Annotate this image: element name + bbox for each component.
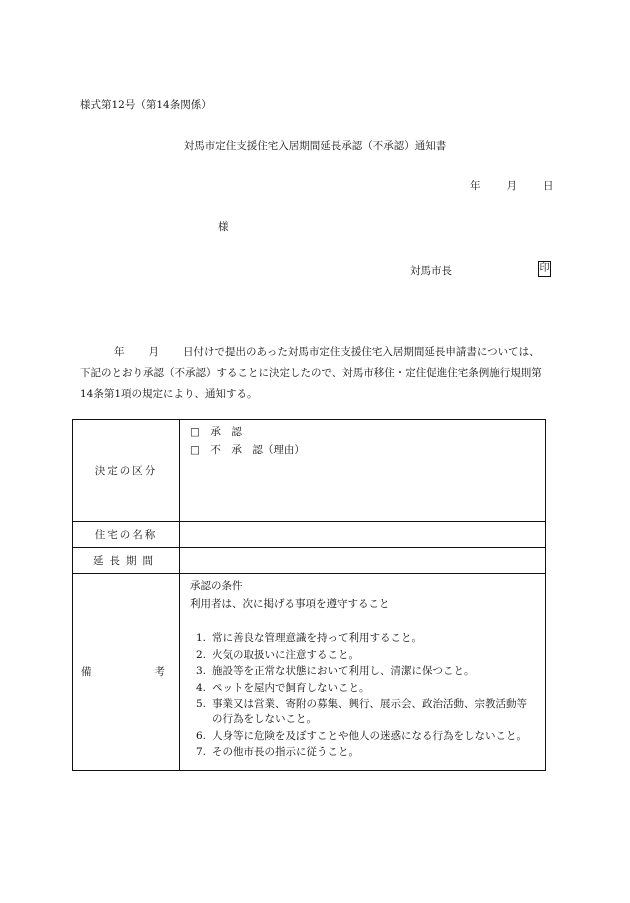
addressee-suffix: 様 [218,221,229,233]
extension-period-row [73,548,546,574]
list-item: 6. 人身等に危険を及ぼすことや他人の迷惑になる行為をしないこと。 [196,729,527,742]
list-item: 1. 常に善良な管理意識を持って利用すること。 [196,632,422,644]
date-day: 日 [543,180,554,192]
issuer-name: 対馬市長 [410,265,452,277]
list-item: 5. 事業又は営業、寄附の募集、興行、展示会、政治活動、宗教活動等の行為をしないこと。 [196,698,527,725]
body-month: 月 [148,346,159,358]
date-year: 年 [470,180,481,192]
form-number: 様式第12号（第14条関係） [80,99,212,111]
remarks-label [73,574,180,771]
conditions-title: 承認の条件 [190,580,243,592]
decision-label: 決定の区分 [73,420,180,522]
list-item: 4. ペットを屋内で飼育しないこと。 [196,681,370,694]
seal-box: 印 [538,261,551,277]
remarks-label-left: 備 [81,666,92,679]
conditions-intro: 利用者は、次に掲げる事項を遵守すること [190,598,390,610]
extension-period-label: 延長期間 [73,548,180,574]
list-item: 3. 施設等を正常な状態において利用し、清潔に保つこと。 [196,665,475,677]
reject-option: □ 不 承 認（理由） [190,444,305,456]
body-year: 年 [114,346,125,358]
approve-option: □ 承 認 [190,426,242,438]
extension-period-value [180,548,546,574]
housing-name-value [180,522,546,548]
housing-name-row [73,522,546,548]
decision-table [72,419,546,771]
remarks-label-right: 考 [154,666,165,679]
list-item: 7. その他市長の指示に従うこと。 [196,746,359,758]
decision-cell [180,420,546,522]
remarks-cell [180,574,546,771]
conditions-list [180,631,545,770]
remarks-row [73,574,546,771]
date-line [470,178,554,193]
body-text: 日付けで提出のあった対馬市定住支援住宅入居期間延長申請書については、下記のとおり承認（不承認）することに決定したので、対馬市移住・定住促進住宅条例施行規則第14条第1項の規定により、通知する。 [80,346,542,400]
list-item: 2. 火気の取扱いに注意すること。 [196,648,359,661]
housing-name-label: 住宅の名称 [73,522,180,548]
decision-row [73,420,546,522]
document-title: 対馬市定住支援住宅入居期間延長承認（不承認）通知書 [183,140,447,152]
body-paragraph [80,342,550,405]
date-month: 月 [506,180,517,192]
